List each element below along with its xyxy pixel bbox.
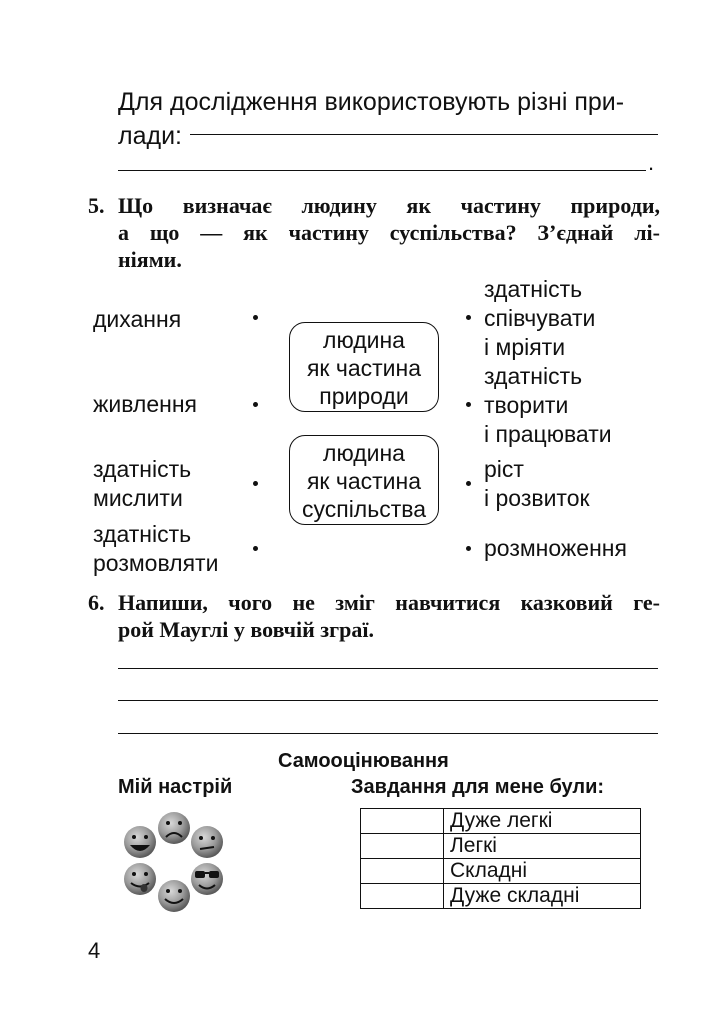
self-assessment-title: Самооцінювання (278, 750, 449, 772)
box-nature: людина як частина природи (289, 322, 439, 412)
rating-cell[interactable] (361, 859, 444, 884)
option-label: Дуже легкі (444, 809, 641, 834)
rating-cell[interactable] (361, 809, 444, 834)
intro-line-2: лади: (118, 122, 182, 150)
end-mark: . (648, 150, 655, 175)
task-number: 6. (88, 590, 105, 615)
option-label: Складні (444, 859, 641, 884)
worried-face-icon[interactable] (191, 826, 223, 858)
left-item-speaking: здатність розмовляти (93, 521, 219, 576)
task-text-line: ніями. (118, 247, 182, 272)
difficulty-table (360, 808, 641, 909)
left-item-nutrition: живлення (93, 391, 197, 417)
answer-line[interactable] (118, 170, 646, 171)
answer-line[interactable] (118, 700, 658, 701)
smile-face-icon[interactable] (158, 880, 190, 912)
table-row (361, 834, 641, 859)
table-row (361, 884, 641, 909)
connect-dot[interactable] (466, 546, 471, 551)
task-text-line: Напиши, чого не зміг навчитися казковий ге- (118, 590, 660, 615)
page-number: 4 (88, 938, 101, 963)
left-item-thinking: здатність мислити (93, 456, 192, 511)
task-text-line: Що визначає людину як частину природи, (118, 193, 660, 218)
box-society: людина як частина суспільства (289, 435, 439, 525)
connect-dot[interactable] (253, 402, 258, 407)
intro-line-1: Для дослідження використовують різні при- (118, 88, 625, 116)
answer-line[interactable] (118, 668, 658, 669)
right-item-reproduction: розмноження (484, 535, 627, 561)
sad-face-icon[interactable] (158, 812, 190, 844)
task-text-line: рой Мауглі у вовчій зграї. (118, 617, 374, 642)
mood-faces (118, 808, 228, 918)
mood-label: Мій настрій (118, 776, 233, 798)
option-label: Дуже складні (444, 884, 641, 909)
task-number: 5. (88, 193, 105, 218)
right-item-empathy: здатність співчувати і мріяти (484, 276, 596, 360)
connect-dot[interactable] (253, 315, 258, 320)
connect-dot[interactable] (253, 546, 258, 551)
rating-cell[interactable] (361, 884, 444, 909)
right-item-growth: ріст і розвиток (484, 456, 590, 511)
connect-dot[interactable] (253, 481, 258, 486)
left-item-breathing: дихання (93, 306, 182, 332)
task-text-line: а що — як частину суспільства? З’єднай лі- (118, 220, 660, 245)
connect-dot[interactable] (466, 315, 471, 320)
tasks-label: Завдання для мене були: (351, 776, 605, 798)
table-row (361, 859, 641, 884)
option-label: Легкі (444, 834, 641, 859)
connect-dot[interactable] (466, 481, 471, 486)
connect-dot[interactable] (466, 402, 471, 407)
answer-line[interactable] (118, 733, 658, 734)
answer-line[interactable] (190, 134, 658, 135)
tongue-face-icon[interactable] (124, 863, 156, 895)
rating-cell[interactable] (361, 834, 444, 859)
right-item-create: здатність творити і працювати (484, 363, 612, 447)
sunglasses-face-icon[interactable] (191, 863, 223, 895)
table-row (361, 809, 641, 834)
grin-face-icon[interactable] (124, 826, 156, 858)
